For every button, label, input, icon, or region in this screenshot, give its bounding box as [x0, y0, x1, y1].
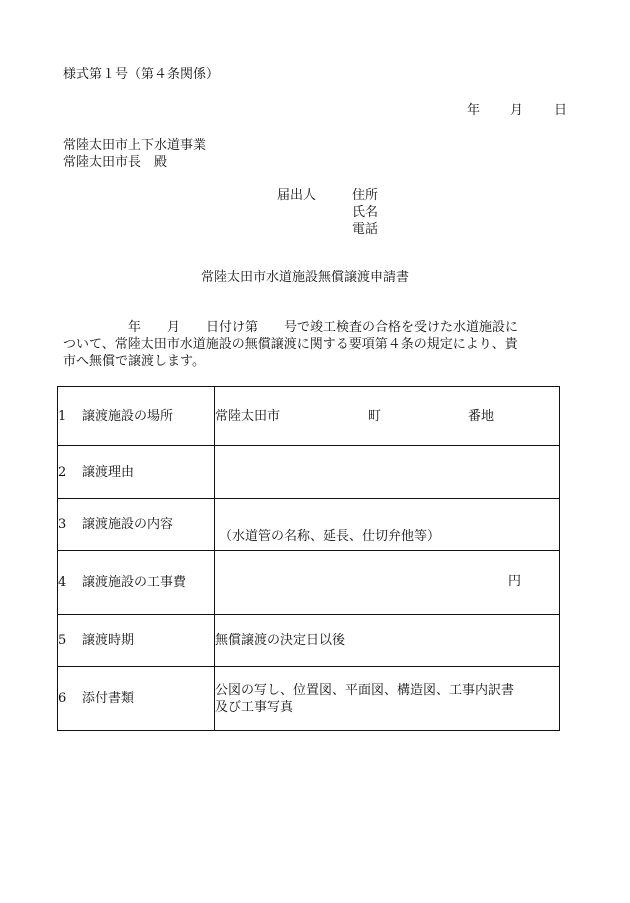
row-label-text: 譲渡時期	[82, 633, 135, 648]
timing-value: 無償譲渡の決定日以後	[215, 633, 346, 648]
row-number: 3	[58, 517, 67, 532]
addressee-organization: 常陸太田市上下水道事業	[63, 138, 207, 153]
location-value-cell[interactable]	[215, 387, 560, 446]
body-line-2: ついて、常陸太田市水道施設の無償譲渡に関する要項第４条の規定により、貴	[63, 337, 518, 352]
cost-unit-yen: 円	[508, 574, 522, 589]
table-row	[58, 446, 560, 499]
table-row	[58, 551, 560, 615]
date-year-label: 年	[467, 103, 481, 118]
attachments-value-cell	[215, 667, 560, 731]
date-day-label: 日	[554, 103, 568, 118]
row-label-cost	[58, 551, 215, 615]
reason-value-cell[interactable]	[215, 446, 560, 499]
applicant-phone-label: 電話	[352, 222, 379, 237]
row-label-text: 譲渡理由	[82, 464, 135, 480]
document-title: 常陸太田市水道施設無償譲渡申請書	[201, 270, 410, 285]
location-lot-label: 番地	[468, 409, 495, 424]
timing-value-cell	[215, 615, 560, 667]
contents-note: （水道管の名称、延長、仕切弁他等）	[219, 529, 441, 544]
row-label-reason	[58, 446, 215, 499]
location-city: 常陸太田市	[215, 408, 281, 424]
row-label-timing	[58, 615, 215, 667]
table-row	[58, 667, 560, 731]
row-number: 4	[58, 575, 67, 590]
location-town-label: 町	[368, 409, 382, 424]
table-row	[58, 499, 560, 551]
row-label-attachments	[58, 667, 215, 731]
row-label-text: 譲渡施設の工事費	[82, 575, 187, 590]
table-row	[58, 615, 560, 667]
cost-value-cell[interactable]	[215, 551, 560, 615]
date-month-label: 月	[510, 103, 524, 118]
body-paragraph	[63, 319, 568, 370]
body-line-1: 年 月 日付け第 号で竣工検査の合格を受けた水道施設に	[63, 320, 519, 335]
applicant-label: 届出人	[277, 188, 317, 203]
attachments-line-1: 公図の写し、位置図、平面図、構造図、工事内訳書	[215, 682, 515, 698]
applicant-address-label: 住所	[352, 188, 379, 203]
row-label-contents	[58, 499, 215, 551]
form-number: 様式第１号（第４条関係）	[63, 67, 220, 82]
contents-value-cell[interactable]	[215, 499, 560, 551]
row-number: 5	[58, 633, 67, 648]
transfer-details-table	[57, 386, 560, 731]
row-label-text: 譲渡施設の場所	[82, 408, 174, 424]
addressee-mayor: 常陸太田市長 殿	[63, 155, 168, 170]
row-number: 1	[58, 408, 67, 424]
table-row	[58, 387, 560, 446]
row-number: 2	[58, 464, 67, 480]
row-label-location	[58, 387, 215, 446]
row-label-text: 添付書類	[82, 691, 135, 706]
row-label-text: 譲渡施設の内容	[82, 517, 174, 532]
body-line-3: 市へ無償で譲渡します。	[63, 354, 205, 369]
row-number: 6	[58, 691, 67, 706]
applicant-name-label: 氏名	[352, 205, 379, 220]
attachments-line-2: 及び工事写真	[215, 699, 294, 715]
